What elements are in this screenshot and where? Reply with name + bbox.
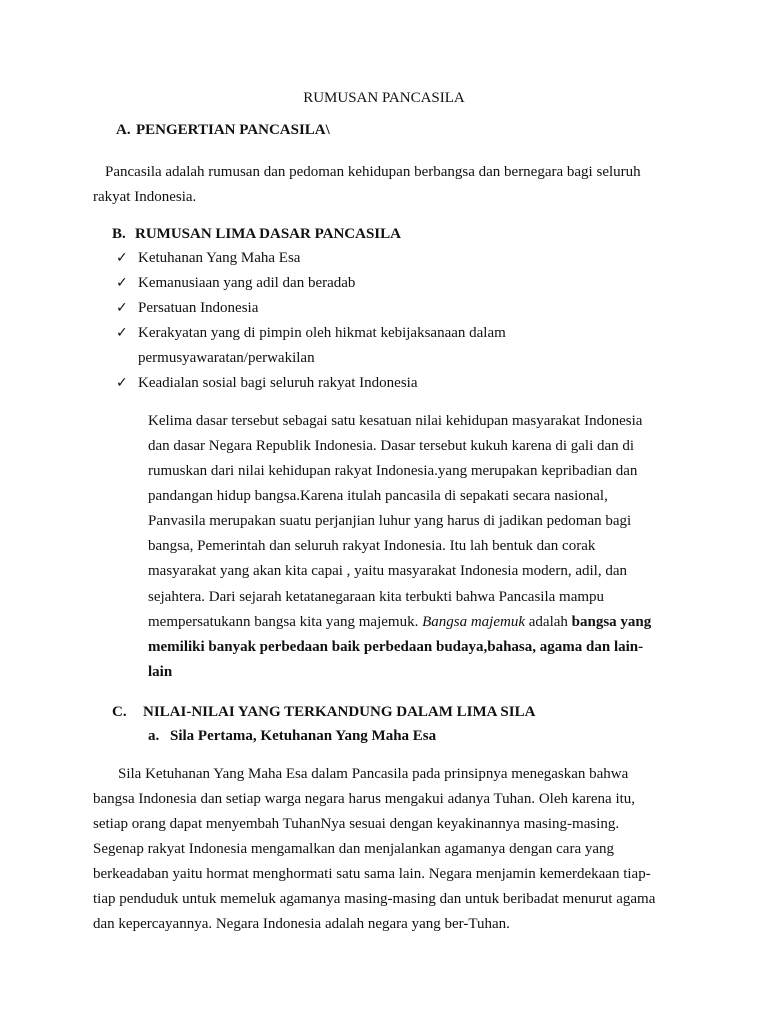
section-b-heading: RUMUSAN LIMA DASAR PANCASILA [135,226,401,242]
section-a-line-2: rakyat Indonesia. [93,189,197,205]
paragraph-line: Panvasila merupakan suatu perjanjian luhur yang harus di jadikan pedoman bagi [148,513,632,529]
list-item-text: Kemanusiaan yang adil dan beradab [138,275,356,291]
italic-term: Bangsa majemuk [422,614,525,630]
list-item-text: Ketuhanan Yang Maha Esa [138,250,301,266]
list-item-text: Kerakyatan yang di pimpin oleh hikmat kebijaksanaan dalam [138,325,506,341]
list-item-text: Persatuan Indonesia [138,300,259,316]
section-a-heading: PENGERTIAN PANCASILA\ [136,122,330,138]
paragraph-line-mixed [148,612,651,632]
paragraph-line: berkeadaban yaitu hormat menghormati satu sama lain. Negara menjamin kemerdekaan tiap- [93,866,651,882]
checkmark-icon: ✓ [116,375,128,391]
section-b-marker: B. [112,226,126,242]
paragraph-line: bangsa, Pemerintah dan seluruh rakyat Indonesia. Itu lah bentuk dan corak [148,538,596,554]
paragraph-line-bold: lain [148,664,173,680]
section-c-marker: C. [112,704,127,720]
document-title: RUMUSAN PANCASILA [303,90,465,106]
list-item [116,323,506,343]
paragraph-line-bold: memiliki banyak perbedaan baik perbedaan budaya,bahasa, agama dan lain- [148,639,644,655]
paragraph-line: bangsa Indonesia dan setiap warga negara harus mengakui adanya Tuhan. Oleh karena itu, [93,791,636,807]
bold-text: bangsa yang [571,614,652,630]
paragraph-line: tiap penduduk untuk memeluk agamanya masing-masing dan untuk beribadat menurut agama [93,891,656,907]
checkmark-icon: ✓ [116,300,128,316]
subsection-heading: Sila Pertama, Ketuhanan Yang Maha Esa [170,728,437,744]
list-item-text: Keadialan sosial bagi seluruh rakyat Indonesia [138,375,418,391]
paragraph-text: mempersatukann bangsa kita yang majemuk. [148,614,423,630]
paragraph-line: dan dasar Negara Republik Indonesia. Dasar tersebut kukuh karena di gali dan di [148,438,635,454]
checkmark-icon: ✓ [116,250,128,266]
paragraph-line: setiap orang dapat menyembah TuhanNya sesuai dengan keyakinannya masing-masing. [93,816,620,832]
subsection-marker: a. [148,728,160,744]
paragraph-line: masyarakat yang akan kita capai , yaitu masyarakat Indonesia modern, adil, dan [148,563,627,579]
list-item [116,273,355,293]
list-item [116,373,418,393]
section-a-line-1: Pancasila adalah rumusan dan pedoman kehidupan berbangsa dan bernegara bagi seluruh [105,164,641,180]
paragraph-line: Segenap rakyat Indonesia mengamalkan dan menjalankan agamanya dengan cara yang [93,841,615,857]
list-item-continuation: permusyawaratan/perwakilan [138,350,315,366]
paragraph-line: dan kepercayannya. Negara Indonesia adalah negara yang ber-Tuhan. [93,916,510,932]
paragraph-line: sejahtera. Dari sejarah ketatanegaraan kita terbukti bahwa Pancasila mampu [148,589,605,605]
paragraph-text: adalah [525,614,572,630]
section-a-marker: A. [116,122,131,138]
checkmark-icon: ✓ [116,275,128,291]
section-c-heading: NILAI-NILAI YANG TERKANDUNG DALAM LIMA SILA [143,704,536,720]
checkmark-icon: ✓ [116,325,128,341]
list-item [116,248,300,268]
list-item [116,298,258,318]
paragraph-line: Kelima dasar tersebut sebagai satu kesatuan nilai kehidupan masyarakat Indonesia [148,413,643,429]
paragraph-line: pandangan hidup bangsa.Karena itulah pancasila di sepakati secara nasional, [148,488,608,504]
paragraph-line: Sila Ketuhanan Yang Maha Esa dalam Pancasila pada prinsipnya menegaskan bahwa [118,766,629,782]
paragraph-line: rumuskan dari nilai kehidupan rakyat Indonesia.yang merupakan kepribadian dan [148,463,638,479]
